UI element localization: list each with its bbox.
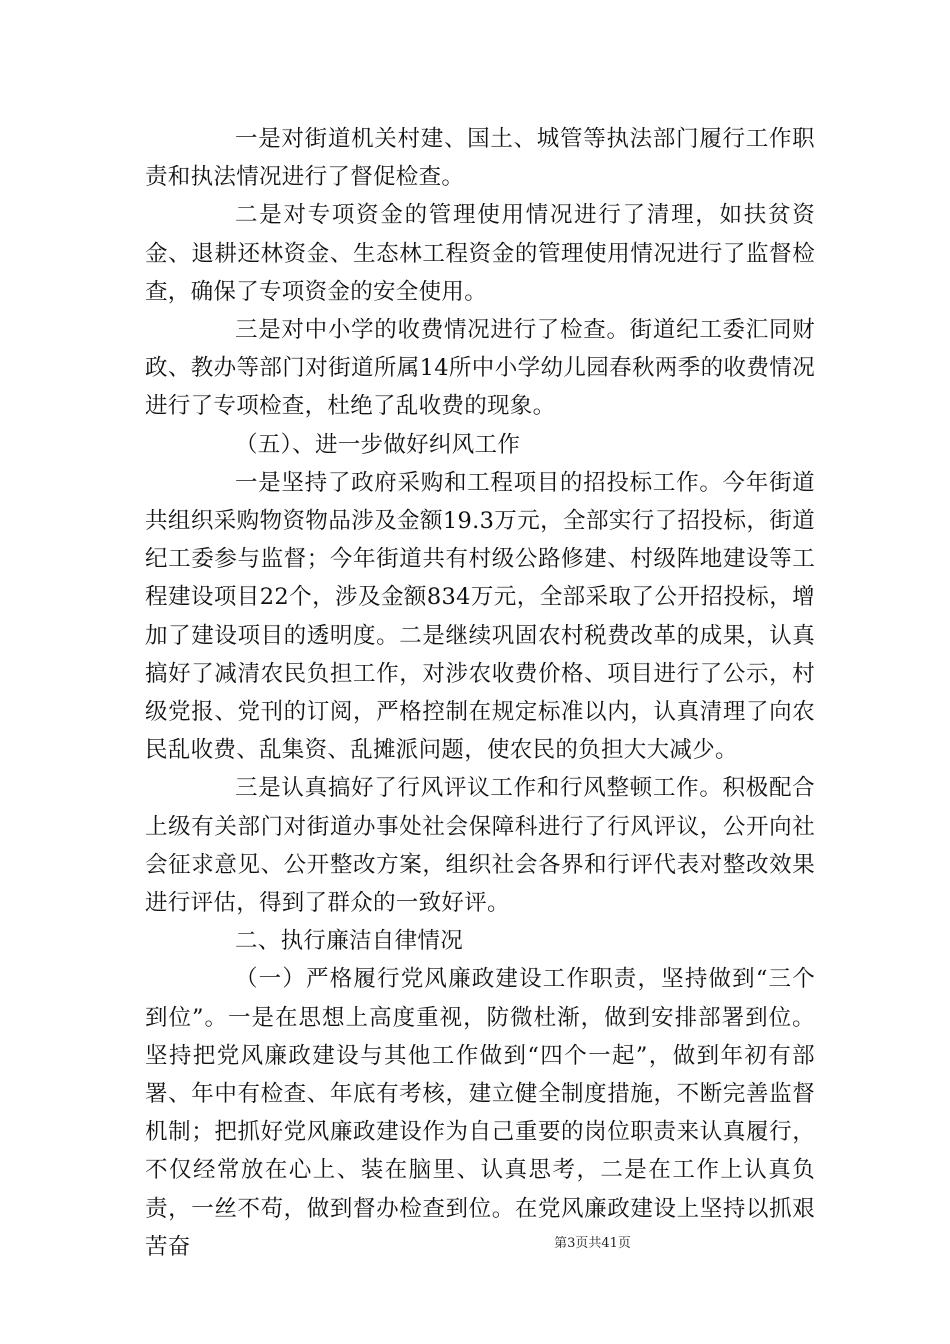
- page-number: 第3页共41页: [554, 1236, 631, 1251]
- paragraph: （一）严格履行党风廉政建设工作职责，坚持做到“三个到位”。一是在思想上高度重视，防微杜渐，做到安排部署到位。坚持把党风廉政建设与其他工作做到“四个一起”，做到年初有部署、年中有检查、年底有考核，建立健全制度措施，不断完善监督机制；把抓好党风廉政建设作为自己重要的岗位职责来认真履行，不仅经常放在心上、装在脑里、认真思考，二是在工作上认真负责，一丝不苟，做到督办检查到位。在党风廉政建设上坚持以抓艰苦奋: [145, 966, 815, 1260]
- section-heading: （五）、进一步做好纠风工作: [235, 431, 521, 458]
- paragraph: 二是对专项资金的管理使用情况进行了清理，如扶贫资金、退耕还林资金、生态林工程资金的管理使用情况进行了监督检查，确保了专项资金的安全使用。: [145, 202, 815, 305]
- paragraph: 一是对街道机关村建、国土、城管等执法部门履行工作职责和执法情况进行了督促检查。: [145, 126, 815, 191]
- paragraph: 三是认真搞好了行风评议工作和行风整顿工作。积极配合上级有关部门对街道办事处社会保障科进行了行风评议，公开向社会征求意见、公开整改方案，组织社会各界和行评代表对整改效果进行评估，得到了群众的一致好评。: [145, 775, 815, 917]
- document-body: [145, 120, 815, 1266]
- page-footer: [0, 1232, 950, 1251]
- section-heading: 二、执行廉洁自律情况: [235, 928, 464, 955]
- paragraph: 三是对中小学的收费情况进行了检查。街道纪工委汇同财政、教办等部门对街道所属14所中小学幼儿园春秋两季的收费情况进行了专项检查，杜绝了乱收费的现象。: [145, 317, 815, 420]
- paragraph: 一是坚持了政府采购和工程项目的招投标工作。今年街道共组织采购物资物品涉及金额19.3万元，全部实行了招投标，街道纪工委参与监督；今年街道共有村级公路修建、村级阵地建设等工程建设项目22个，涉及金额834万元，全部采取了公开招投标，增加了建设项目的透明度。二是继续巩固农村税费改革的成果，认真搞好了减清农民负担工作，对涉农收费价格、项目进行了公示，村级党报、党刊的订阅，严格控制在规定标准以内，认真清理了向农民乱收费、乱集资、乱摊派问题，使农民的负担大大减少。: [145, 469, 815, 764]
